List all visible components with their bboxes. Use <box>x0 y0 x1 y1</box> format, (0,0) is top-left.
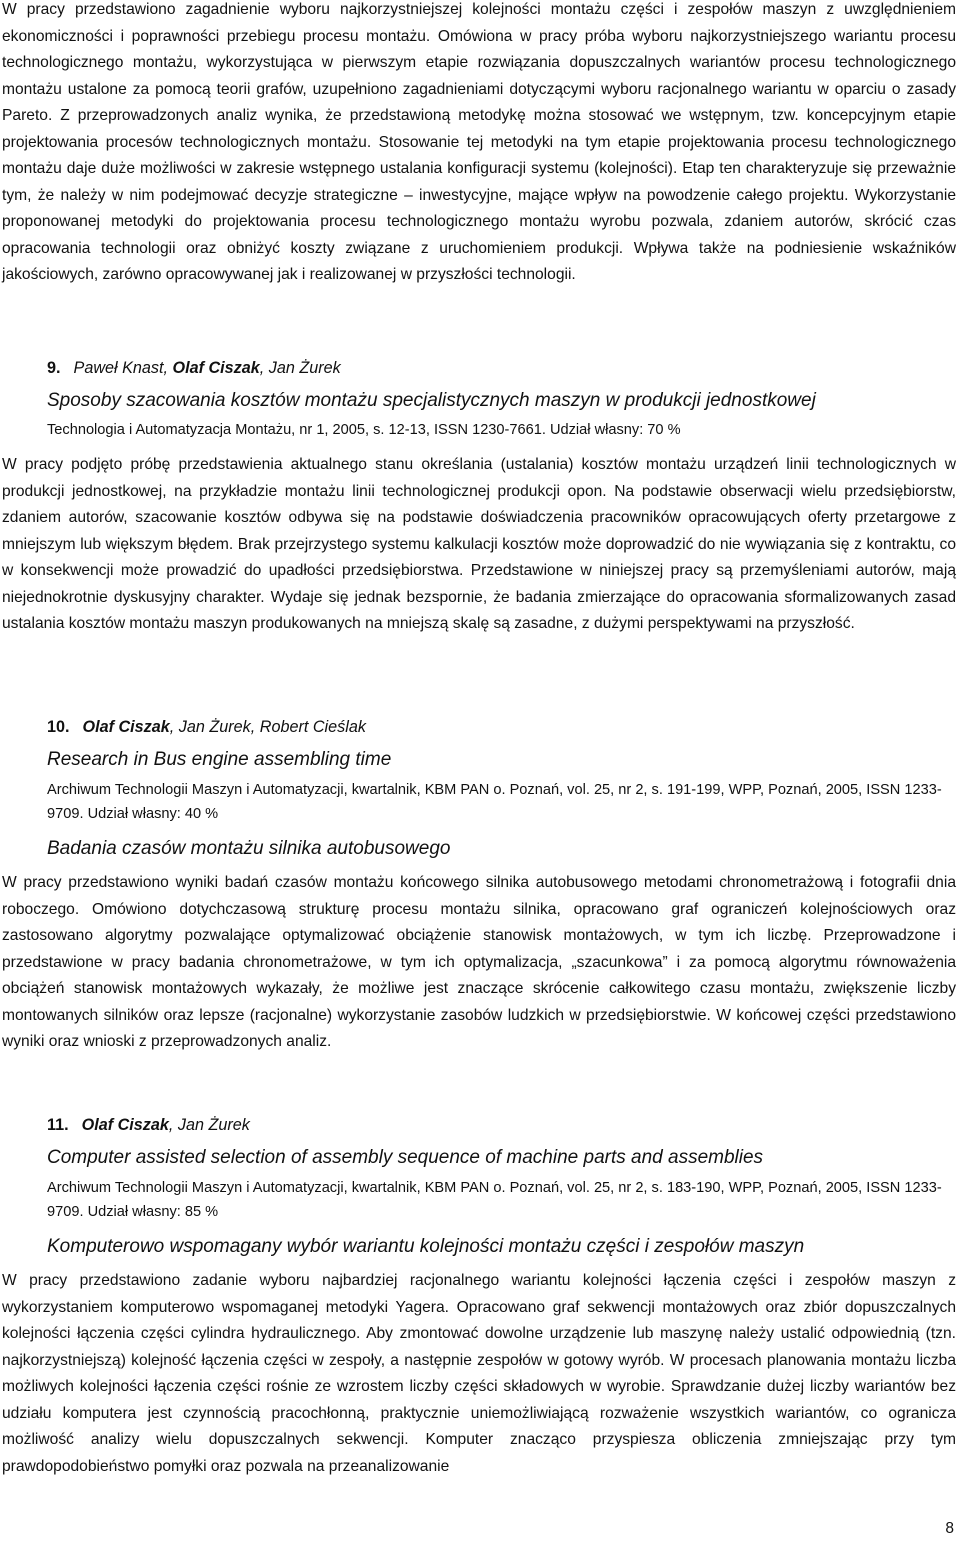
entry-authors <box>74 359 341 377</box>
entry-abstract: W pracy przedstawiono wyniki badań czasów montażu końcowego silnika autobusowego metodami chronometrażową i fotografii dnia roboczego. Omówiono dotychczasową strukturę procesu montażu silnika, opracowano graf ograniczeń kolejnościowych oraz zastosowano algorytmy pozwalające optymalizować obciążenie stanowisk montażowych, w tym ich liczbę. Przeprowadzone i przedstawione w pracy badania chronometrażowe, w tym ich optymalizacja, „szacunkowa” i za pomocą algorytmu równoważenia obciążeń stanowisk montażowych wykazały, że możliwe jest znaczące skrócenie całkowitego czasu montażu, zwiększenie liczby montowanych silników oraz lepsze (racjonalne) wykorzystanie zasobów ludzkich w przedsiębiorstwie. W końcowej części przedstawiono wyniki oraz wnioski z przeprowadzonych analiz. <box>2 874 956 1050</box>
entry-abstract: W pracy przedstawiono zadanie wyboru najbardziej racjonalnego wariantu kolejności łączenia części i zespołów maszyn z wykorzystaniem komputerowo wspomaganej metodyki Yagera. Opracowano graf sekwencji montażowych oraz zbiór dopuszczalnych kolejności łączenia części cylindra hydraulicznego. Aby zmontować dowolne urządzenie lub maszynę należy ustalić odpowiednią (tzn. najkorzystniejszą) kolejność łączenia części w zespoły, a następnie zespołów w gotowy wyrób. W procesach planowania montażu liczba możliwych kolejności łączenia części rośnie ze wzrostem liczby części składowych w wyrobie. Sprawdzanie dużej liczby wariantów bez udziału komputera jest czynnością pracochłonną, praktycznie uniemożliwiającą rozważenie wszystkich wariantów, co ogranicza możliwość analizy wielu dopuszczalnych sekwencji. Komputer znacząco przyspiesza obliczenia zmniejszając przy tym prawdopodobieństwo pomyłki oraz pozwala na przeanalizowanie <box>2 1272 956 1475</box>
author-highlight: Olaf Ciszak <box>172 359 260 377</box>
publication-entry-10 <box>2 716 956 1056</box>
entry-title: Sposoby szacowania kosztów montażu specjalistycznych maszyn w produkcji jednostkowej <box>47 390 816 411</box>
entry-title: Computer assisted selection of assembly sequence of machine parts and assemblies <box>47 1147 764 1168</box>
entry-heading <box>47 716 956 738</box>
publication-entry-11 <box>2 1114 956 1480</box>
author-highlight: Olaf Ciszak <box>81 1116 169 1134</box>
author-list-end: , Jan Żurek, Robert Cieślak <box>169 718 366 736</box>
entry-number: 10. <box>47 718 70 736</box>
entry-heading <box>47 1114 956 1136</box>
entry-number: 11. <box>47 1116 69 1134</box>
entry-subtitle: Badania czasów montażu silnika autobusowego <box>47 838 451 859</box>
entry-subtitle: Komputerowo wspomagany wybór wariantu kolejności montażu części i zespołów maszyn <box>47 1236 805 1257</box>
entry-heading <box>47 357 956 379</box>
entry-abstract: W pracy podjęto próbę przedstawienia aktualnego stanu określania (ustalania) kosztów montażu urządzeń linii technologicznych w produkcji jednostkowej, na przykładzie montażu linii technologicznej produkcji opon. Na podstawie obserwacji wielu przedsiębiorstw, zdaniem autorów, szacowanie kosztów odbywa się na podstawie doświadczenia pracowników opracowujących oferty przetargowe z mniejszym lub większym błędem. Brak przejrzystego systemu kalkulacji kosztów może doprowadzić do nie wywiązania się z kontraktu, co w konsekwencji może prowadzić do upadłości przedsiębiorstwa. Przedstawione w niniejszej pracy są przemyśleniami autorów, mają niejednokrotnie dyskusyjny charakter. Wydaje się jednak bezspornie, że badania zmierzające do opracowania sformalizowanych zasad ustalania kosztów montażu maszyn produkowanych na mniejszą skalę są zasadne, z dużymi perspektywami na przyszłość. <box>2 456 956 632</box>
author-list-end: , Jan Żurek <box>259 359 341 377</box>
author-list-start: Paweł Knast, <box>73 359 173 377</box>
page-number: 8 <box>945 1520 954 1537</box>
publication-entry-9 <box>2 357 956 638</box>
author-list-end: , Jan Żurek <box>168 1116 250 1134</box>
intro-paragraph: W pracy przedstawiono zagadnienie wyboru najkorzystniejszej kolejności montażu części i zespołów maszyn z uwzględnieniem ekonomiczności i poprawności przebiegu procesu montażu. Omówiona w pracy próba wyboru najkorzystniejszego wariantu procesu technologicznego montażu, wykorzystująca w pierwszym etapie rozwiązania dopuszczalnych wariantów procesu technologicznego montażu ustalone za pomocą teorii grafów, uzupełniono zagadnieniami dotyczącymi wyboru racjonalnego wariantu w oparciu o zasady Pareto. Z przeprowadzonych analiz wynika, że przedstawioną metodykę można stosować we wstępnym, tzw. koncepcyjnym etapie projektowania procesów technologicznych montażu. Stosowanie tej metodyki na tym etapie projektowania procesu technologicznego montażu daje duże możliwości w zakresie wstępnego ustalania konfiguracji systemu (kolejności). Etap ten charakteryzuje się przeważnie tym, że należy w nim podejmować decyzje strategiczne – inwestycyjne, mające wpływ na powodzenie całego projektu. Wykorzystanie proponowanej metodyki do projektowania procesu technologicznego montażu wyrobu pozwala, zdaniem autorów, skrócić czas opracowania technologii oraz obniżyć koszty związane z uruchomieniem produkcji. Wpływa także na podniesienie wskaźników jakościowych, zarówno opracowywanej jak i realizowanej w przyszłości technologii. <box>2 1 956 283</box>
entry-number: 9. <box>47 359 61 377</box>
entry-title: Research in Bus engine assembling time <box>47 749 392 770</box>
author-highlight: Olaf Ciszak <box>82 718 170 736</box>
entry-authors <box>82 1116 250 1134</box>
entry-publication: Archiwum Technologii Maszyn i Automatyzacji, kwartalnik, KBM PAN o. Poznań, vol. 25, nr 2, s. 183-190, WPP, Poznań, 2005, ISSN 1233-9709. Udział własny: 85 % <box>47 1180 942 1220</box>
entry-publication: Archiwum Technologii Maszyn i Automatyzacji, kwartalnik, KBM PAN o. Poznań, vol. 25, nr 2, s. 191-199, WPP, Poznań, 2005, ISSN 1233-9709. Udział własny: 40 % <box>47 782 942 822</box>
entry-publication: Technologia i Automatyzacja Montażu, nr 1, 2005, s. 12-13, ISSN 1230-7661. Udział własny: 70 % <box>47 422 681 438</box>
entry-authors <box>83 718 366 736</box>
